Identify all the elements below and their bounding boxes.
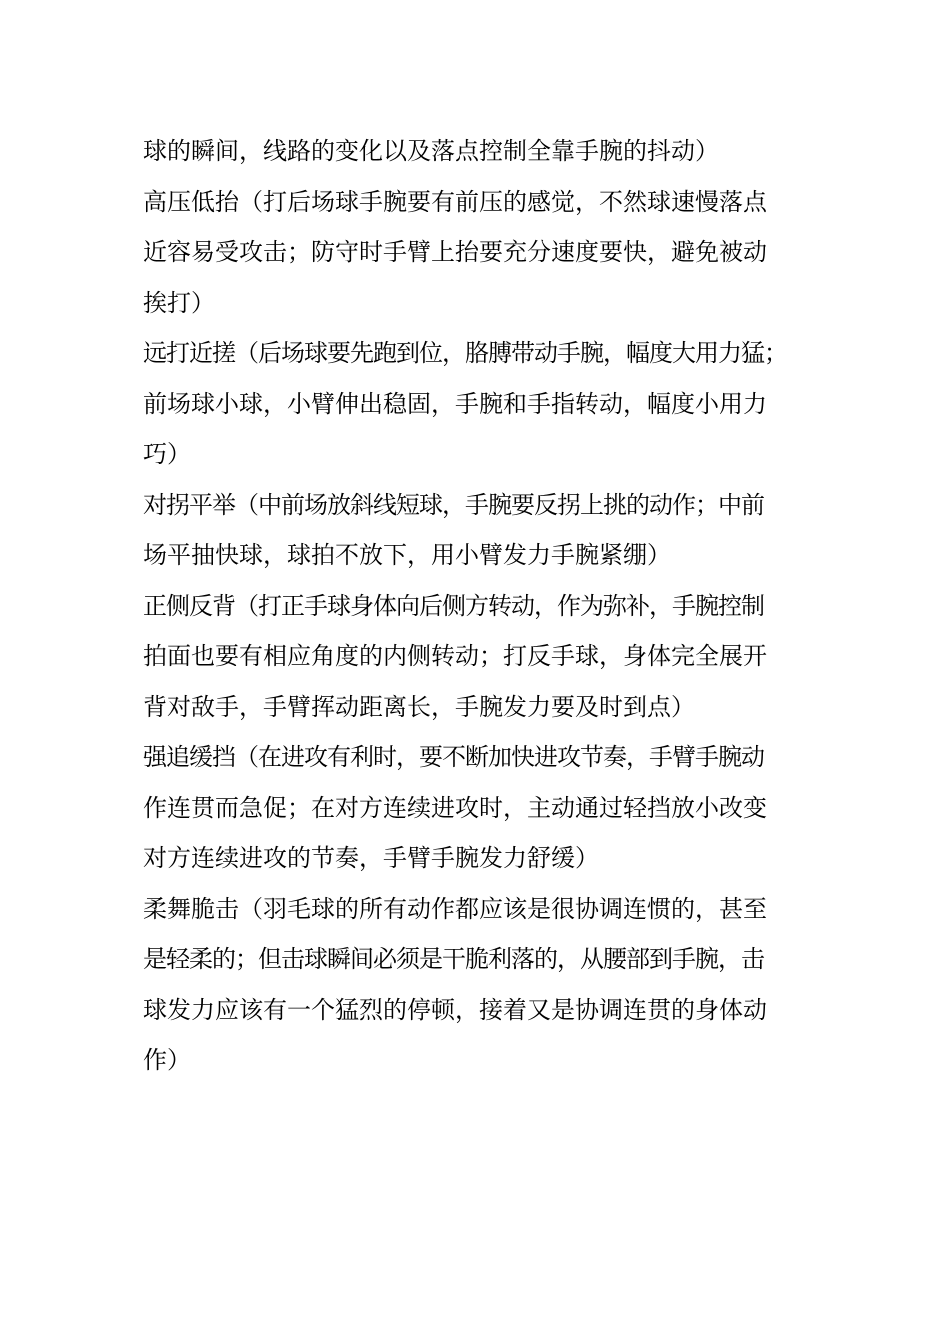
text-line: 作） <box>143 1046 191 1074</box>
text-line: 场平抽快球，球拍不放下，用小臂发力手腕紧绷） <box>143 541 671 569</box>
text-line: 是轻柔的；但击球瞬间必须是干脆利落的，从腰部到手腕，击 <box>143 945 764 973</box>
text-line: 高压低抬（打后场球手腕要有前压的感觉，不然球速慢落点 <box>143 187 767 216</box>
text-line: 球的瞬间，线路的变化以及落点控制全靠手腕的抖动） <box>143 137 719 165</box>
text-line: 挨打） <box>143 288 215 317</box>
text-line: 拍面也要有相应角度的内侧转动；打反手球，身体完全展开 <box>143 642 767 670</box>
text-line: 对方连续进攻的节奏，手臂手腕发力舒缓） <box>143 844 599 872</box>
text-line: 强追缓挡（在进攻有利时，要不断加快进攻节奏，手臂手腕动 <box>143 743 764 771</box>
text-line: 作连贯而急促；在对方连续进攻时，主动通过轻挡放小改变 <box>143 793 767 822</box>
text-line: 柔舞脆击（羽毛球的所有动作都应该是很协调连惯的，甚至 <box>143 894 767 923</box>
text-line: 正侧反背（打正手球身体向后侧方转动，作为弥补，手腕控制 <box>143 591 764 620</box>
text-line: 巧） <box>143 440 191 468</box>
text-line: 近容易受攻击；防守时手臂上抬要充分速度要快，避免被动 <box>143 238 767 266</box>
text-line: 远打近搓（后场球要先跑到位，胳膊带动手腕，幅度大用力猛； <box>143 339 787 367</box>
text-line: 对拐平举（中前场放斜线短球，手腕要反拐上挑的动作；中前 <box>143 490 764 519</box>
text-line: 前场球小球，小臂伸出稳固，手腕和手指转动，幅度小用力 <box>143 389 767 418</box>
document-body <box>143 126 843 1086</box>
text-line: 球发力应该有一个猛烈的停顿，接着又是协调连贯的身体动 <box>143 995 767 1024</box>
text-line: 背对敌手，手臂挥动距离长，手腕发力要及时到点） <box>143 692 695 721</box>
